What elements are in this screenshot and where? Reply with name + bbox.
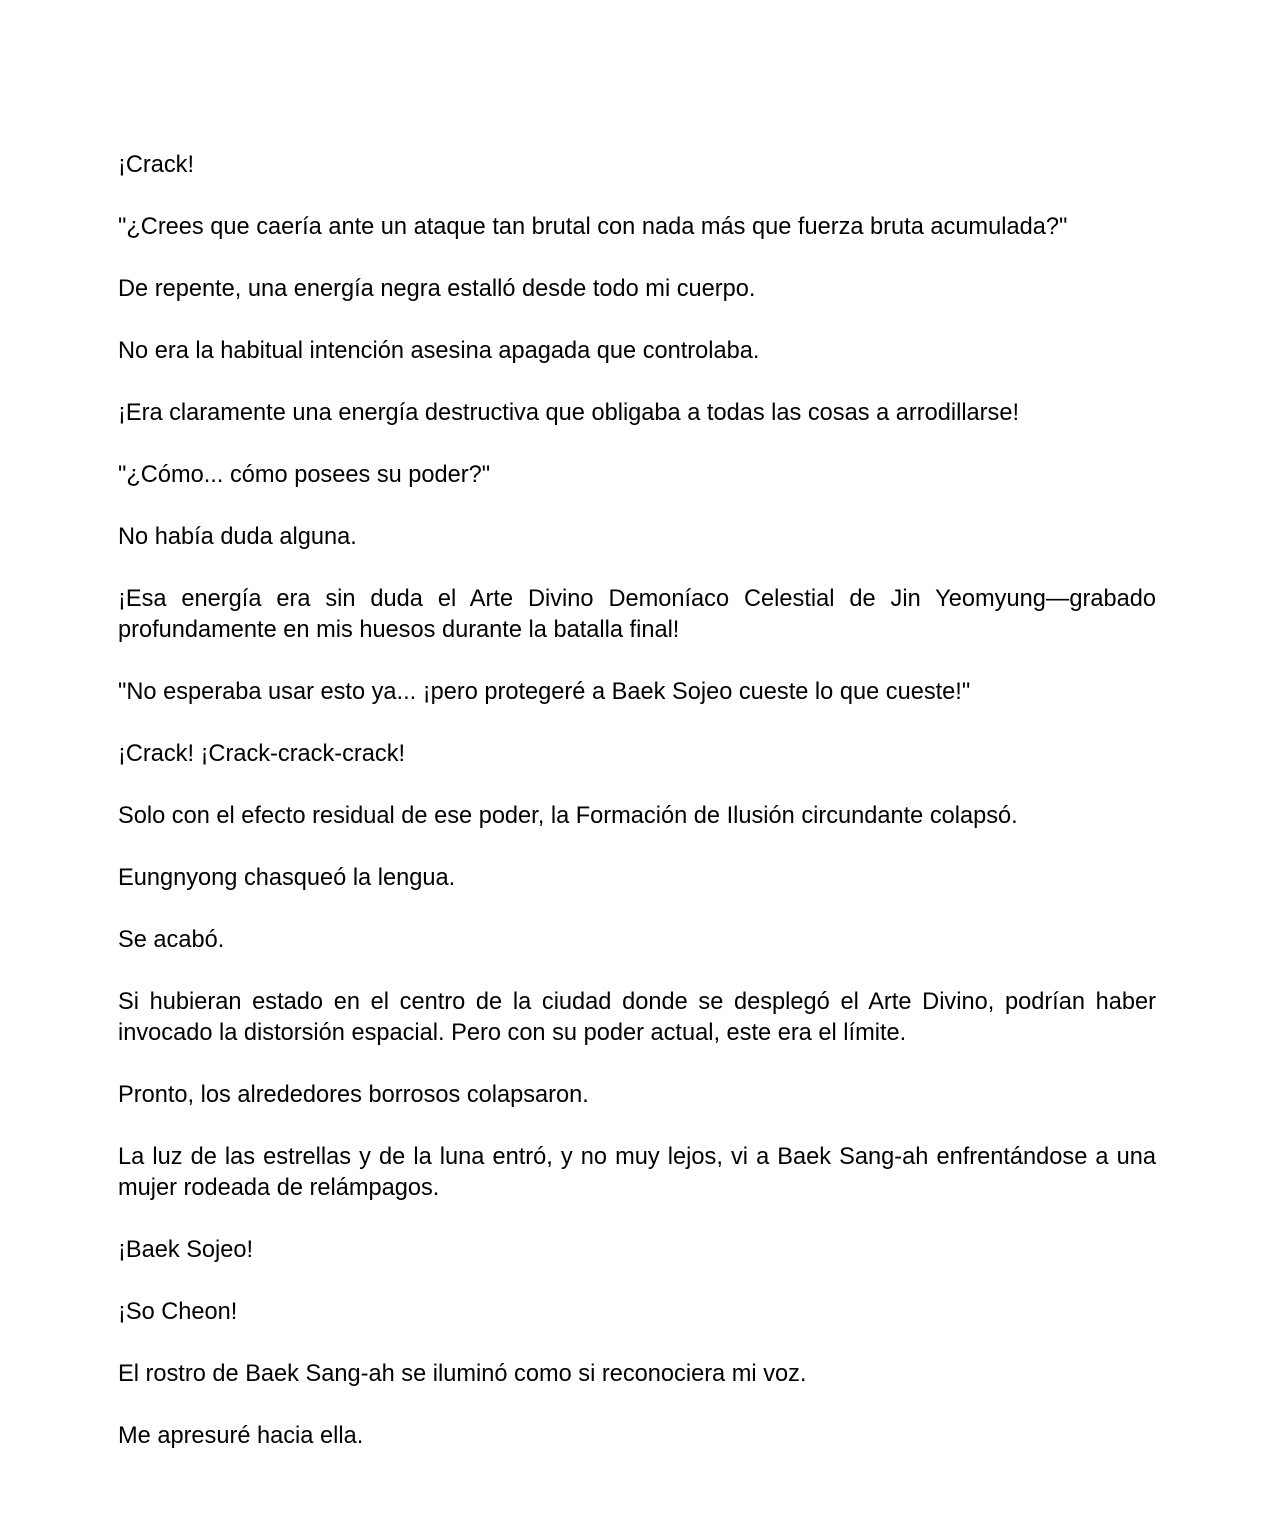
paragraph: No había duda alguna. bbox=[118, 524, 357, 550]
paragraph: Si hubieran estado en el centro de la ciudad donde se desplegó el Arte Divino, podrían haber invocado la distorsión espacial. Pero con su poder actual, este era el límite. bbox=[118, 989, 1156, 1046]
paragraph: ¡So Cheon! bbox=[118, 1299, 238, 1325]
paragraph: "¿Cómo... cómo posees su poder?" bbox=[118, 462, 491, 488]
paragraph: De repente, una energía negra estalló desde todo mi cuerpo. bbox=[118, 276, 756, 302]
paragraph: ¡Esa energía era sin duda el Arte Divino Demoníaco Celestial de Jin Yeomyung—grabado profundamente en mis huesos durante la batalla final! bbox=[118, 586, 1156, 643]
paragraph: ¡Crack! ¡Crack-crack-crack! bbox=[118, 741, 406, 767]
paragraph: La luz de las estrellas y de la luna entró, y no muy lejos, vi a Baek Sang-ah enfrentándose a una mujer rodeada de relámpagos. bbox=[118, 1144, 1156, 1201]
paragraph: Pronto, los alrededores borrosos colapsaron. bbox=[118, 1082, 589, 1108]
paragraph: El rostro de Baek Sang-ah se iluminó como si reconociera mi voz. bbox=[118, 1361, 807, 1387]
paragraph: Se acabó. bbox=[118, 927, 225, 953]
paragraph: ¡Crack! bbox=[118, 152, 195, 178]
paragraph: No era la habitual intención asesina apagada que controlaba. bbox=[118, 338, 760, 364]
paragraph: "No esperaba usar esto ya... ¡pero protegeré a Baek Sojeo cueste lo que cueste!" bbox=[118, 679, 971, 705]
paragraph: Solo con el efecto residual de ese poder, la Formación de Ilusión circundante colapsó. bbox=[118, 803, 1018, 829]
document-body bbox=[118, 150, 1156, 1452]
paragraph: Eungnyong chasqueó la lengua. bbox=[118, 865, 456, 891]
paragraph: ¡Baek Sojeo! bbox=[118, 1237, 254, 1263]
paragraph: Me apresuré hacia ella. bbox=[118, 1423, 364, 1449]
paragraph: ¡Era claramente una energía destructiva que obligaba a todas las cosas a arrodillarse! bbox=[118, 400, 1020, 426]
paragraph: "¿Crees que caería ante un ataque tan brutal con nada más que fuerza bruta acumulada?" bbox=[118, 214, 1068, 240]
